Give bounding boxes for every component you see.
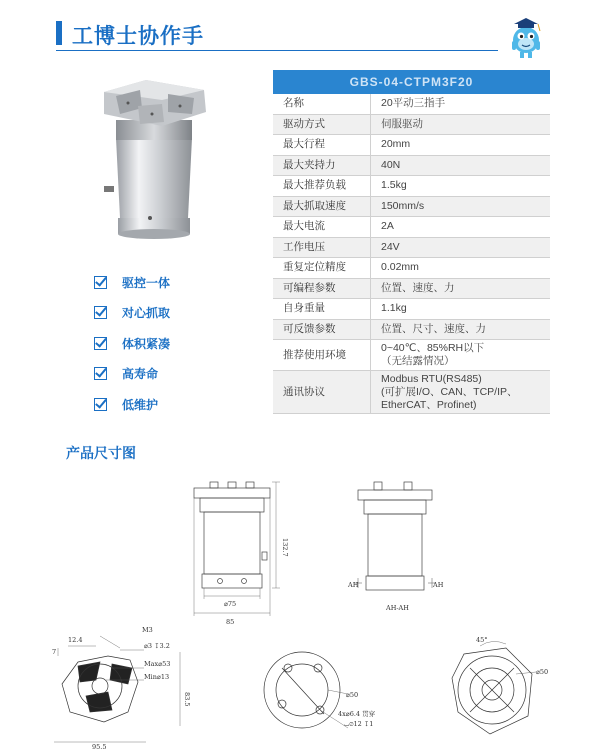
feature-label: 低维护 xyxy=(122,397,159,412)
dim-thread: M3 xyxy=(142,626,153,634)
table-row xyxy=(273,371,550,414)
spec-value-line: （无结露情况） xyxy=(381,355,455,367)
spec-value: 20mm xyxy=(371,135,551,156)
spec-key: 最大夹持力 xyxy=(273,155,371,176)
spec-value-line: (可扩展I/O、CAN、TCP/IP、 xyxy=(381,385,518,398)
dimensions-section-title: 产品尺寸图 xyxy=(66,445,136,461)
spec-key: 最大行程 xyxy=(273,135,371,156)
spec-value: 1.5kg xyxy=(371,176,551,197)
spec-key: 名称 xyxy=(273,94,371,114)
spec-value: 位置、速度、力 xyxy=(371,278,551,299)
table-row xyxy=(273,217,550,238)
dim-end-diameter: ⌀50 xyxy=(536,668,549,676)
section-mark-left: AH xyxy=(348,581,359,589)
front-view-drawing xyxy=(180,478,290,634)
dim-top-offset: 12.4 xyxy=(68,636,83,644)
section-view-drawing xyxy=(340,478,450,618)
checkbox-icon xyxy=(94,367,107,380)
feature-item xyxy=(94,267,170,298)
spec-value: 150mm/s xyxy=(371,196,551,217)
spec-key: 可反馈参数 xyxy=(273,319,371,340)
section-caption: AH-AH xyxy=(386,604,409,612)
product-photo xyxy=(76,68,232,254)
spec-key: 驱动方式 xyxy=(273,114,371,135)
feature-label: 驱控一体 xyxy=(122,275,171,290)
spec-value-line: Modbus RTU(RS485) xyxy=(381,372,482,385)
table-row xyxy=(273,196,550,217)
dim-width: 85 xyxy=(226,618,235,626)
table-row xyxy=(273,340,550,371)
section-mark-right: AH xyxy=(433,581,444,589)
dim-bottom-counterbore: ⌴⌀12 ↧1 xyxy=(344,720,374,728)
feature-item xyxy=(94,389,170,420)
table-row xyxy=(273,258,550,279)
dim-top-height: 83.5 xyxy=(183,692,191,707)
feature-list xyxy=(94,267,170,420)
spec-value: 2A xyxy=(371,217,551,238)
spec-value: 位置、尺寸、速度、力 xyxy=(371,319,551,340)
dim-min-diameter: Min⌀13 xyxy=(144,673,170,681)
spec-key: 工作电压 xyxy=(273,237,371,258)
dim-height: 132.7 xyxy=(281,538,289,557)
feature-item xyxy=(94,359,170,390)
table-row xyxy=(273,299,550,320)
spec-value: 伺服驱动 xyxy=(371,114,551,135)
dim-angle: 45° xyxy=(476,636,488,644)
feature-item xyxy=(94,298,170,329)
spec-value: 1.1kg xyxy=(371,299,551,320)
dim-max-diameter: Max⌀53 xyxy=(144,660,171,668)
feature-label: 高寿命 xyxy=(122,367,159,382)
spec-key: 通讯协议 xyxy=(273,371,371,414)
spec-value xyxy=(371,371,551,414)
table-row xyxy=(273,94,550,114)
header-divider xyxy=(56,50,498,51)
spec-value-line: 0~40℃、85%RH以下 xyxy=(381,342,485,354)
mascot-logo xyxy=(504,14,548,60)
spec-key: 最大电流 xyxy=(273,217,371,238)
spec-value: 0.02mm xyxy=(371,258,551,279)
table-row xyxy=(273,155,550,176)
end-view-drawing xyxy=(440,634,560,746)
dim-hole: ⌀3 ↧3.2 xyxy=(144,642,170,650)
spec-key: 重复定位精度 xyxy=(273,258,371,279)
checkbox-icon xyxy=(94,337,107,350)
top-view-drawing xyxy=(48,622,191,751)
table-row xyxy=(273,278,550,299)
table-row xyxy=(273,176,550,197)
checkbox-icon xyxy=(94,306,107,319)
spec-value xyxy=(371,340,551,371)
spec-key: 最大推荐负载 xyxy=(273,176,371,197)
feature-label: 对心抓取 xyxy=(122,306,171,321)
table-row xyxy=(273,114,550,135)
page-title: 工博士协作手 xyxy=(72,25,204,48)
table-row xyxy=(273,135,550,156)
dim-bottom-diameter: ⌀50 xyxy=(346,691,359,699)
checkbox-icon xyxy=(94,276,107,289)
spec-key: 最大抓取速度 xyxy=(273,196,371,217)
spec-key: 自身重量 xyxy=(273,299,371,320)
spec-value: 24V xyxy=(371,237,551,258)
bottom-view-drawing xyxy=(258,644,398,744)
spec-value-line: EtherCAT、Profinet) xyxy=(381,398,477,411)
feature-label: 体积紧凑 xyxy=(122,336,171,351)
spec-value: 40N xyxy=(371,155,551,176)
dim-top-edge: 7 xyxy=(52,648,57,656)
table-row xyxy=(273,319,550,340)
spec-table xyxy=(273,70,550,414)
spec-table-title: GBS-04-CTPM3F20 xyxy=(273,70,550,94)
spec-key: 可编程参数 xyxy=(273,278,371,299)
header-accent-bar xyxy=(56,21,62,45)
table-row xyxy=(273,237,550,258)
checkbox-icon xyxy=(94,398,107,411)
feature-item xyxy=(94,328,170,359)
dim-diameter: ⌀75 xyxy=(224,600,237,608)
spec-value: 20平动三指手 xyxy=(371,94,551,114)
dim-top-width: 95.5 xyxy=(92,743,107,751)
spec-key: 推荐使用环境 xyxy=(273,340,371,371)
dim-bottom-holes: 4x⌀6.4 贯穿 xyxy=(338,710,376,718)
